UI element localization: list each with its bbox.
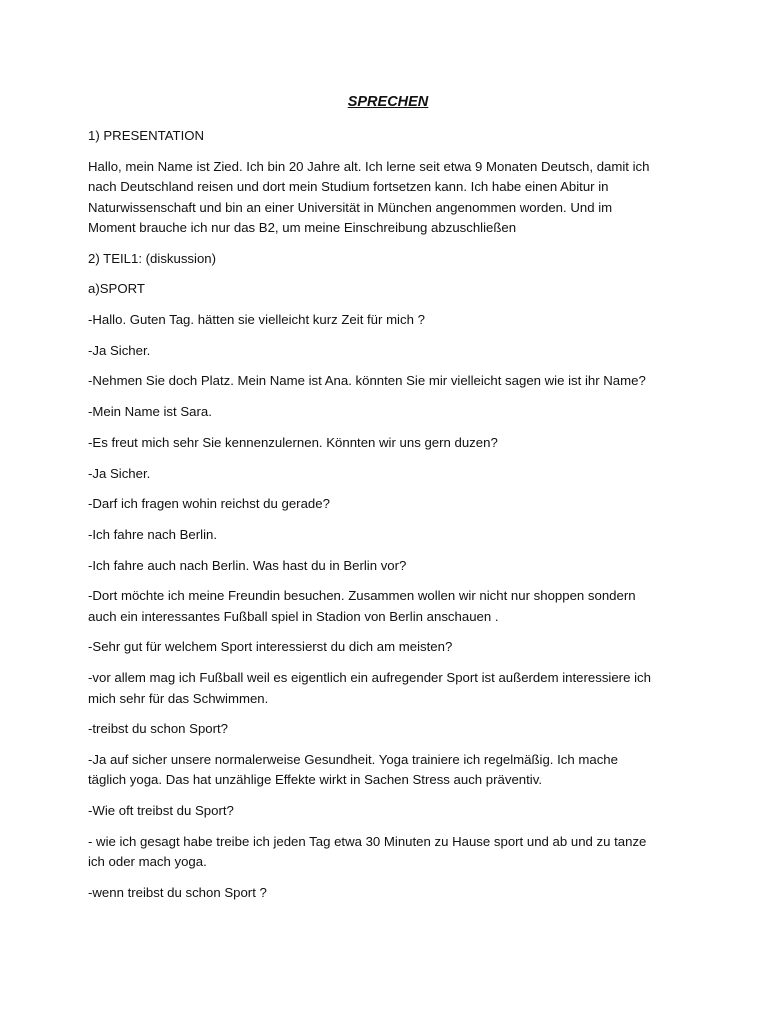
paragraph-line: täglich yoga. Das hat unzählige Effekte wirkt in Sachen Stress auch präventiv. <box>88 772 542 788</box>
paragraph-line: -Ja Sicher. <box>88 465 151 481</box>
paragraph-line: -Ich fahre nach Berlin. <box>88 526 218 542</box>
dialogue-line <box>88 556 688 576</box>
presentation-paragraph <box>88 157 688 239</box>
paragraph-line: -treibst du schon Sport? <box>88 721 229 737</box>
paragraph-line: nach Deutschland reisen und dort mein Studium fortsetzen kann. Ich habe einen Abitur in <box>88 179 609 195</box>
dialogue-line <box>88 750 688 791</box>
dialogue-line <box>88 310 688 330</box>
paragraph-line: -Dort möchte ich meine Freundin besuchen. Zusammen wollen wir nicht nur shoppen sondern <box>88 588 636 604</box>
paragraph-line: auch ein interessantes Fußball spiel in Stadion von Berlin anschauen . <box>88 608 499 624</box>
dialogue-line <box>88 525 688 545</box>
paragraph-line: -Nehmen Sie doch Platz. Mein Name ist Ana. könnten Sie mir vielleicht sagen wie ist ihr Name? <box>88 373 646 389</box>
paragraph-line: -Ja Sicher. <box>88 342 151 358</box>
paragraph-line: -Es freut mich sehr Sie kennenzulernen. Könnten wir uns gern duzen? <box>88 434 498 450</box>
dialogue-line <box>88 719 688 739</box>
document-title: SPRECHEN <box>347 94 429 110</box>
paragraph-line: Hallo, mein Name ist Zied. Ich bin 20 Jahre alt. Ich lerne seit etwa 9 Monaten Deutsch, damit ich <box>88 158 650 174</box>
section-heading-presentation: 1) PRESENTATION <box>88 128 205 143</box>
paragraph-line: -Ja auf sicher unsere normalerweise Gesundheit. Yoga trainiere ich regelmäßig. Ich mache <box>88 751 618 767</box>
dialogue-line <box>88 586 688 627</box>
dialogue-line <box>88 341 688 361</box>
paragraph-line: -vor allem mag ich Fußball weil es eigentlich ein aufregender Sport ist außerdem interessiere ich <box>88 670 651 686</box>
dialogue-line <box>88 433 688 453</box>
dialogue-line <box>88 371 688 391</box>
dialogue-line <box>88 464 688 484</box>
dialogue-line <box>88 402 688 422</box>
paragraph-line: -Mein Name ist Sara. <box>88 404 212 420</box>
dialogue-line <box>88 883 688 903</box>
paragraph-line: -Darf ich fragen wohin reichst du gerade? <box>88 496 330 512</box>
paragraph-line: Moment brauche ich nur das B2, um meine Einschreibung abzuschließen <box>88 219 517 235</box>
paragraph-line: Naturwissenschaft und bin an einer Universität in München angenommen worden. Und im <box>88 199 613 215</box>
paragraph-line: -Hallo. Guten Tag. hätten sie vielleicht kurz Zeit für mich ? <box>88 312 425 328</box>
paragraph-line: ich oder mach yoga. <box>88 854 207 870</box>
paragraph-line: -Wie oft treibst du Sport? <box>88 803 234 819</box>
paragraph-line: - wie ich gesagt habe treibe ich jeden Tag etwa 30 Minuten zu Hause sport und ab und zu tanze <box>88 833 647 849</box>
dialogue-line <box>88 832 688 873</box>
dialogue-line <box>88 494 688 514</box>
paragraph-line: mich sehr für das Schwimmen. <box>88 690 269 706</box>
dialogue-line <box>88 668 688 709</box>
section-heading-teil1: 2) TEIL1: (diskussion) <box>88 250 217 266</box>
dialogue-line <box>88 801 688 821</box>
paragraph-line: -Ich fahre auch nach Berlin. Was hast du in Berlin vor? <box>88 557 407 573</box>
dialogue-line <box>88 637 688 657</box>
paragraph-line: -wenn treibst du schon Sport ? <box>88 884 267 900</box>
document-page <box>88 92 688 914</box>
paragraph-line: -Sehr gut für welchem Sport interessierst du dich am meisten? <box>88 639 453 655</box>
section-heading-sport: a)SPORT <box>88 281 145 297</box>
